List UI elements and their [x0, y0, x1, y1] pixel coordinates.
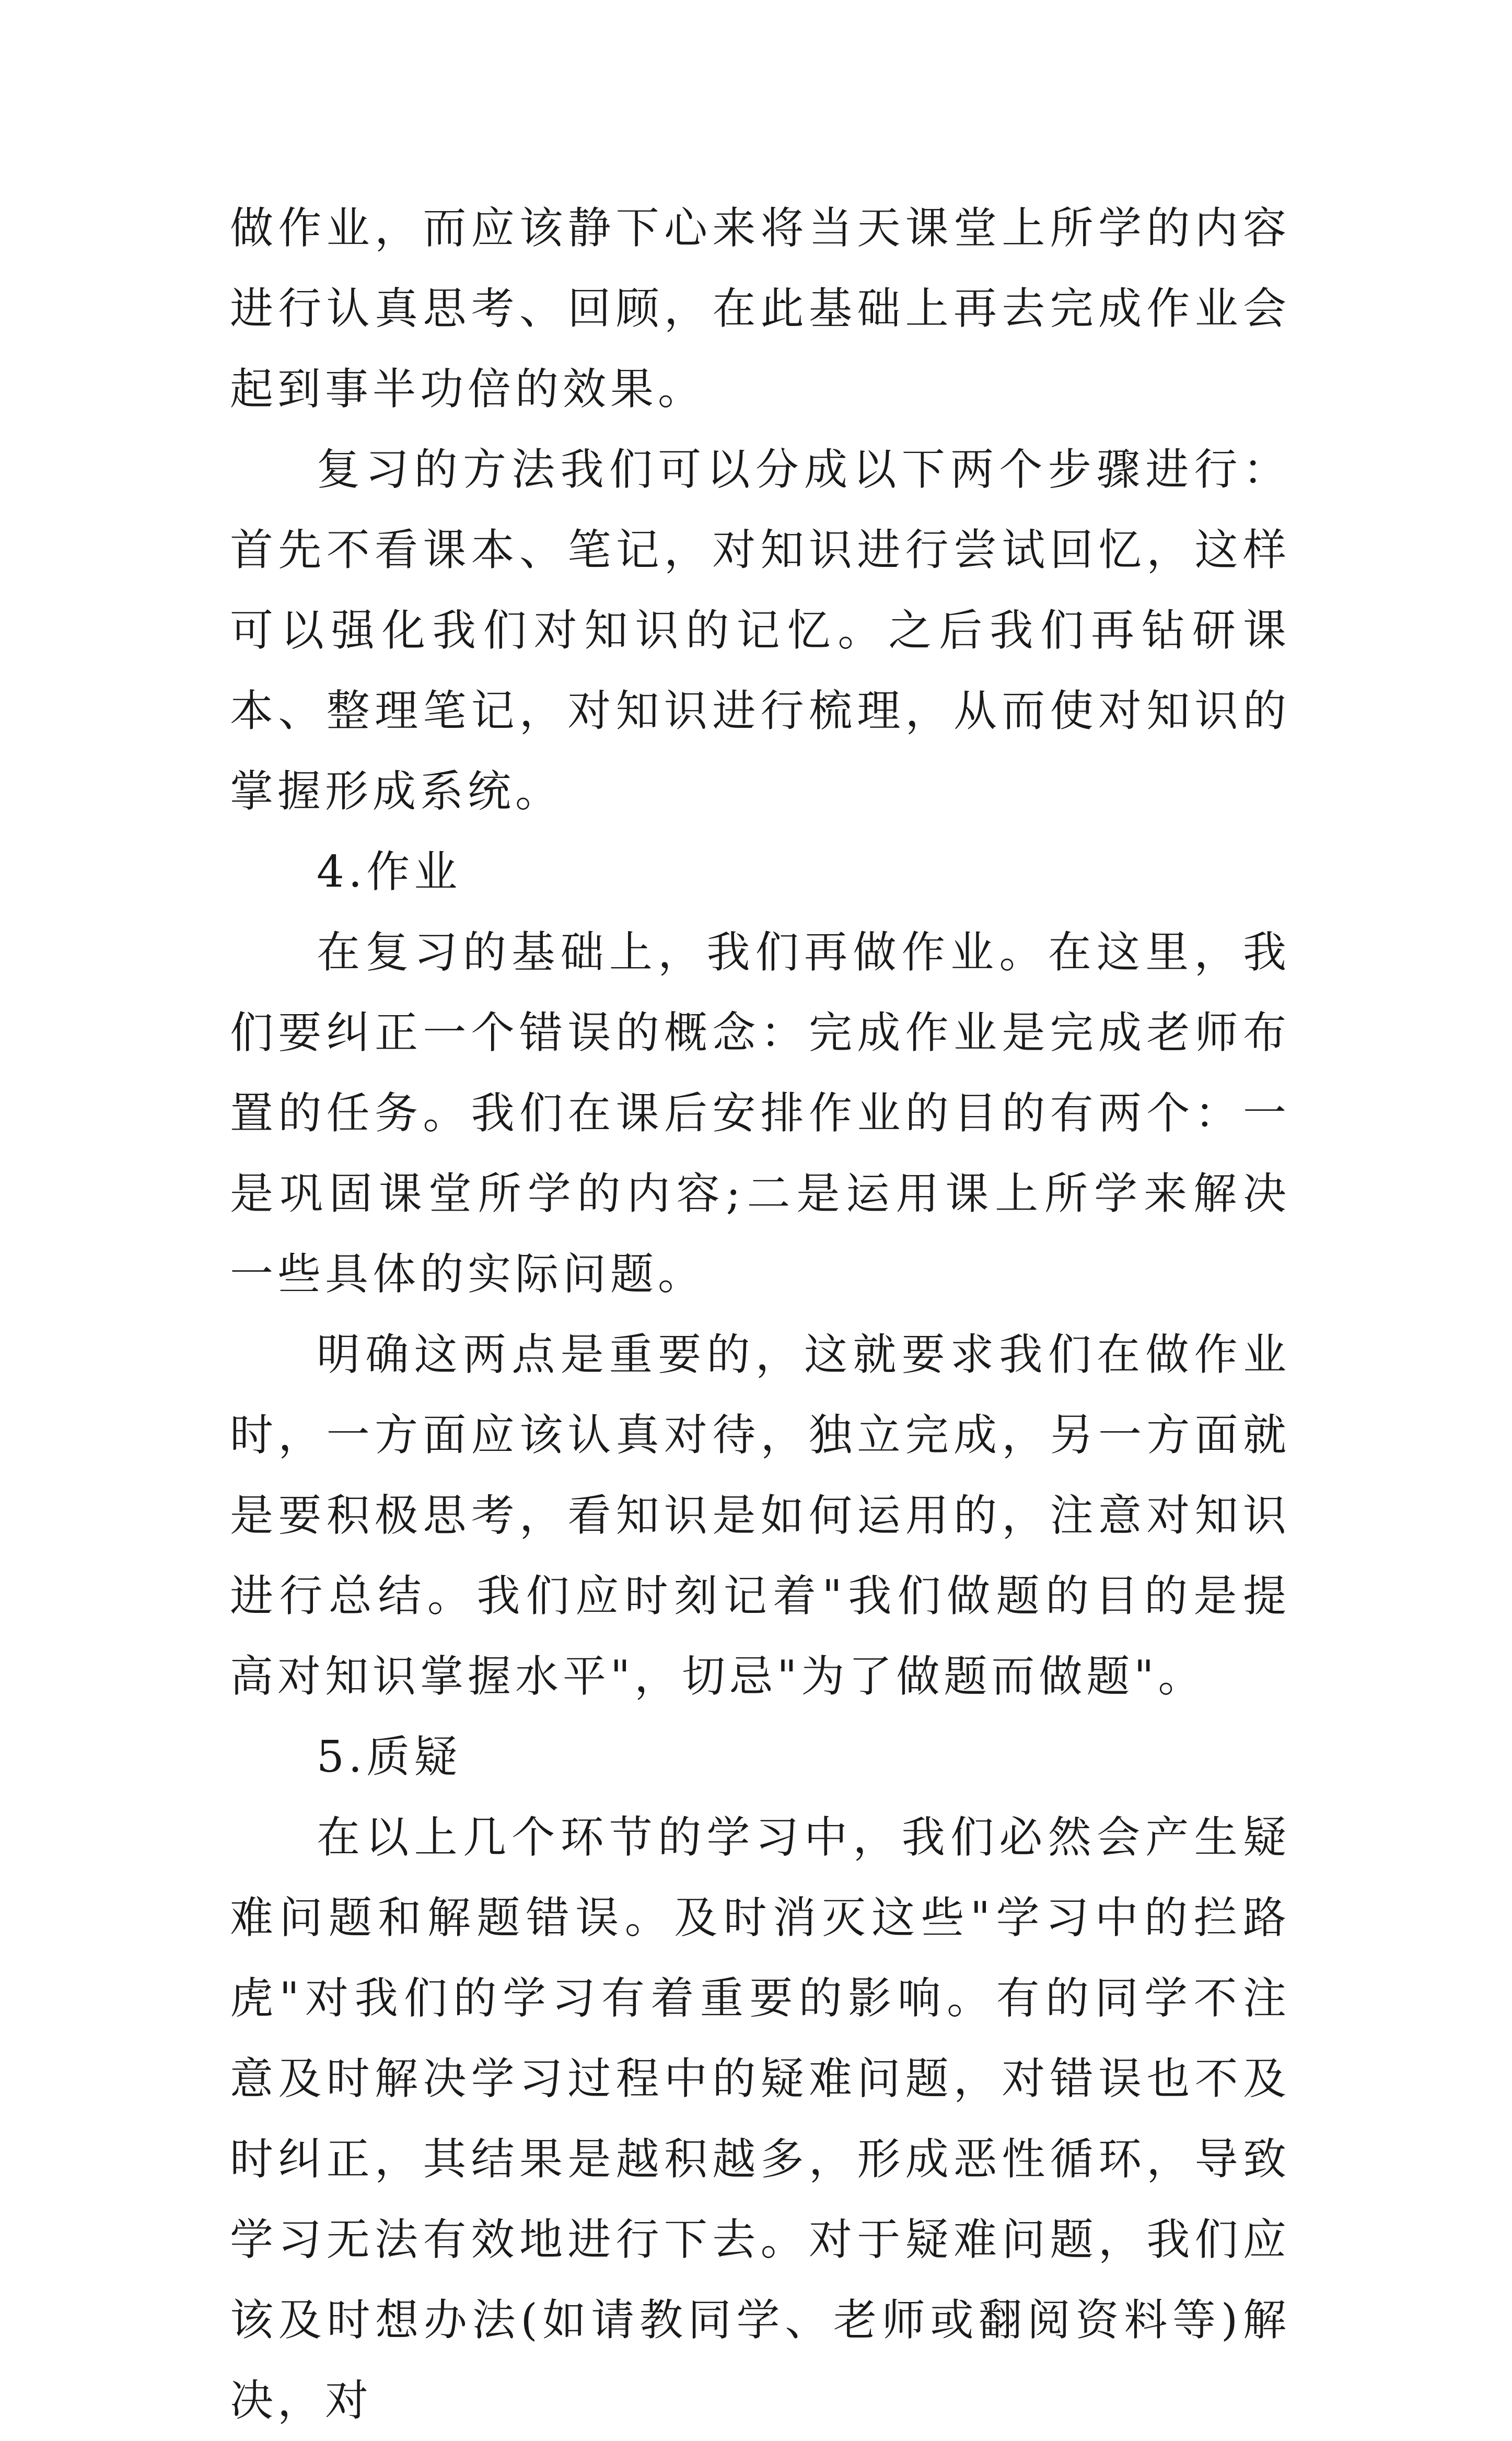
- section-heading-homework: 4.作业: [317, 846, 462, 897]
- paragraph-homework-attitude: 明确这两点是重要的，这就要求我们在做作业时，一方面应该认真对待，独立完成，另一方面就是要积极思考，看知识是如何运用的，注意对知识进行总结。我们应时刻记着"我们做题的目的是提高对知识掌握水平"，切忌"为了做题而做题"。: [230, 1329, 1290, 1702]
- paragraph-homework-intro: 做作业，而应该静下心来将当天课堂上所学的内容进行认真思考、回顾，在此基础上再去完成作业会起到事半功倍的效果。: [230, 203, 1290, 414]
- section-heading-questioning: 5.质疑: [317, 1731, 462, 1782]
- document-body: [230, 188, 1290, 2441]
- paragraph-review-method: 复习的方法我们可以分成以下两个步骤进行：首先不看课本、笔记，对知识进行尝试回忆，这样可以强化我们对知识的记忆。之后我们再钻研课本、整理笔记，对知识进行梳理，从而使对知识的掌握形成系统。: [230, 444, 1290, 817]
- paragraph-questioning: 在以上几个环节的学习中，我们必然会产生疑难问题和解题错误。及时消灭这些"学习中的拦路虎"对我们的学习有着重要的影响。有的同学不注意及时解决学习过程中的疑难问题，对错误也不及时纠正，其结果是越积越多，形成恶性循环，导致学习无法有效地进行下去。对于疑难问题，我们应该及时想办法(如请教同学、老师或翻阅资料等)解决，对: [230, 1812, 1290, 2426]
- paragraph-homework-purpose: 在复习的基础上，我们再做作业。在这里，我们要纠正一个错误的概念：完成作业是完成老师布置的任务。我们在课后安排作业的目的有两个：一是巩固课堂所学的内容;二是运用课上所学来解决一些具体的实际问题。: [230, 927, 1290, 1299]
